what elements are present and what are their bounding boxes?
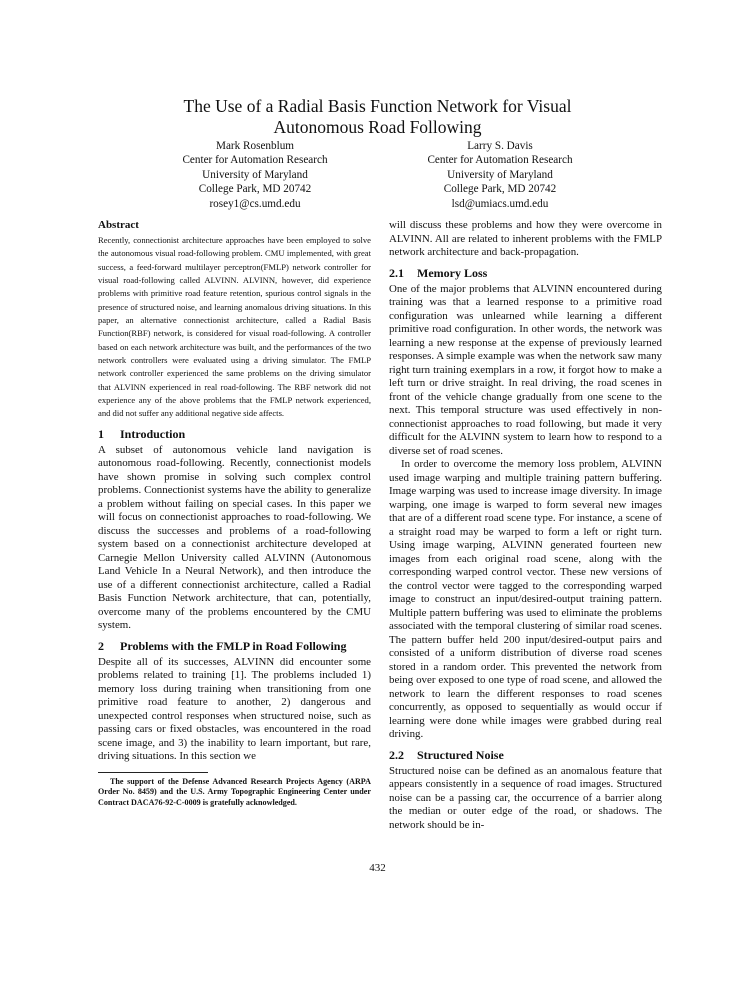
author-name: Larry S. Davis [467,140,533,152]
section-heading-problems [98,639,371,654]
author-affiliation: Center for Automation Research [182,154,328,167]
section-heading-introduction [98,427,371,442]
introduction-text: A subset of autonomous vehicle land navigation is autonomous road-following. Recently, connectionist models have shown promise in solving such complex control problems. Connectionist systems have the ability to generalize a problem without failing on special cases. In this paper we will focus on connectionist approaches to road-following. We discuss the successes and problems of a road-following system based on a connectionist architecture developed at Carnegie Mellon University called ALVINN (Autonomous Land Vehicle In a Neural Network), and then introduce the use of a different connectionist architecture, called a Radial Basis Function Network architecture, that can, potentially, overcome many of the problems encountered by the CMU system. [98,443,371,632]
section-number: 2.2 [389,747,404,762]
section-title: Introduction [120,426,186,441]
problems-text-left: Despite all of its successes, ALVINN did encounter some problems related to training [1]. The problems included 1) memory loss during training when transitioning from one primitive road feature to another, 2) dangerous and unexpected control responses when structured noise, such as passing cars or fixed obstacles, was encountered in the road scene image, and 3) the inability to learn important, but rare, driving situations. In this section we [98,655,371,763]
author-affiliation: Center for Automation Research [427,154,573,167]
structured-noise-text: Structured noise can be defined as an anomalous feature that appears consistently in a sequence of road images. Structured noise can be a passing car, the occurrence of a barrier along the median or outer edge of the road, or shadows. The network should be in- [389,764,662,831]
title-line-2: Autonomous Road Following [273,117,482,137]
memory-loss-para-2: In order to overcome the memory loss problem, ALVINN used image warping and multiple training pattern buffering. Image warping was used to increase image diversity. In image warping, one image is warped to form several new images that are of a different road scene type. For instance, a scene of a straight road may be warped to form a left or right turn. Using image warping, ALVINN generated fourteen new images from each original road scene, along with the corresponding warped control vector. These new versions of the control vector were tagged to the corresponding warped image to construct an input/desired-output training pattern. Multiple pattern buffering was used to eliminate the problems associated with the temporal clustering of similar road scenes. The pattern buffer held 200 input/desired-output pairs and consisted of a uniform distribution of diverse road scenes stored in a random order. This prevented the network from being over exposed to one type of road scene, and allowed the network to learn the different responses to road scenes concurrently, as opposed to sequentially as would occur if learning were done while images were grabbed during real driving. [389,458,662,740]
section-heading-structured-noise [389,748,662,763]
author-address: College Park, MD 20742 [198,183,312,196]
author-university: University of Maryland [447,168,553,181]
section-heading-memory-loss [389,266,662,281]
left-column [98,219,371,809]
author-2 [395,139,605,211]
title-line-1: The Use of a Radial Basis Function Network for Visual [183,96,572,116]
author-address: College Park, MD 20742 [443,183,557,196]
section-title: Problems with the FMLP in Road Following [120,638,347,653]
author-block [150,139,605,211]
abstract-text: Recently, connectionist architecture approaches have been employed to solve the autonomous visual road-following problem. CMU implemented, with great success, a feed-forward multilayer perceptron(FMLP) network controller for visual road-following called ALVINN. ALVINN, however, did experience problems with primitive road feature retention, spurious control signals in the presence of structured noise, and learning anomalous driving situations. In this paper, an alternative connectionist architecture, called a Radial Basis Function(RBF) network, is considered for visual road-following. A controller based on each network architecture was built, and the performances of the two network controllers were evaluated using a driving simulator. The FMLP network controller experienced the same problems on the driving simulator that ALVINN experienced in real road-following. The RBF network did not experience any of the above problems that the FMLP network experienced, and did not suffer any additional negative side affects. [98,235,371,419]
section-number: 1 [98,426,104,441]
author-university: University of Maryland [202,168,308,181]
author-1 [150,139,360,211]
memory-loss-para-1: One of the major problems that ALVINN encountered during training was that a learned response to a primitive road configuration was unlearned while learning a different primitive road configuration. In other words, the network was learning a new response at the expense of previously learned responses. A simple example was when the network saw many right turn training exemplars in a row, it forgot how to make a left turn or drive straight. In real driving, the road scenes in front of the vehicle change gradually from one scene to the next. This temporal structure was used effectively in non-connectionist approaches to road following, but made it very difficult for the ALVINN system to learn how to respond to a diverse set of road scenes. [389,282,662,457]
section-title: Memory Loss [417,265,488,280]
page-number: 432 [369,862,386,874]
section-title: Structured Noise [417,747,504,762]
author-email: lsd@umiacs.umd.edu [451,197,549,210]
problems-text-right: will discuss these problems and how they were overcome in ALVINN. All are related to inherent problems with the FMLP network architecture and back-propagation. [389,219,662,258]
section-number: 2.1 [389,265,404,280]
paper-title [150,96,605,138]
footnote: The support of the Defense Advanced Research Projects Agency (ARPA Order No. 8459) and the U.S. Army Topographic Engineering Center under Contract DACA76-92-C-0009 is gratefully acknowledged. [98,776,371,807]
footnote-rule [98,772,208,773]
author-email: rosey1@cs.umd.edu [209,197,301,210]
right-column [389,219,662,832]
section-number: 2 [98,638,104,653]
abstract-heading: Abstract [98,219,139,231]
author-name: Mark Rosenblum [216,140,294,152]
